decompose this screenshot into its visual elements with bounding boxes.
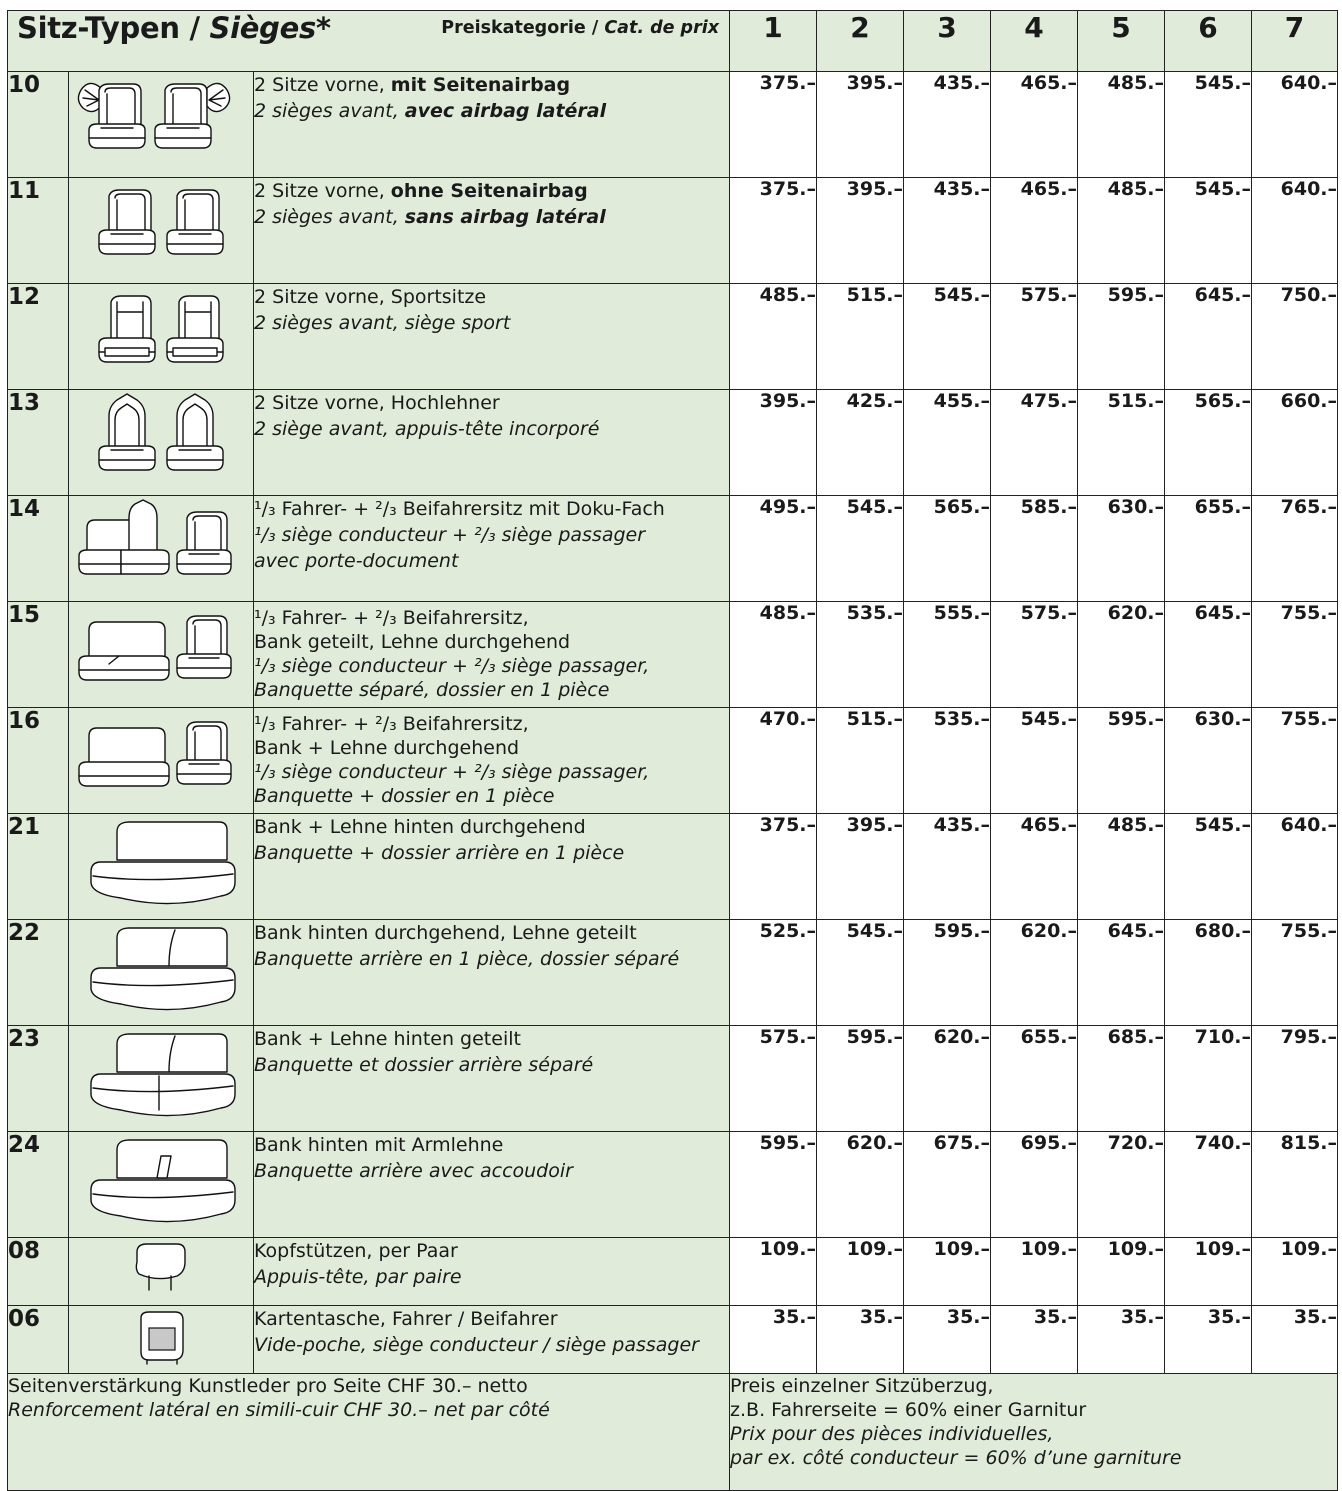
price-cell: 35.– <box>1078 1306 1165 1374</box>
price-cell: 425.– <box>817 390 904 496</box>
description-fr: Banquette + dossier arrière en 1 pièce <box>254 842 625 864</box>
split-bench-with-document-compartment-icon <box>69 496 254 602</box>
seat-type-description <box>254 708 730 814</box>
price-cell: 645.– <box>1078 920 1165 1026</box>
price-cell: 630.– <box>1165 708 1252 814</box>
price-cell: 755.– <box>1252 708 1338 814</box>
price-cell: 545.– <box>1165 814 1252 920</box>
description-de: 2 Sitze vorne, Hochlehner <box>254 392 500 414</box>
description-fr: 2 sièges avant, sans airbag latéral <box>254 206 606 228</box>
price-cell: 495.– <box>730 496 817 602</box>
price-cell: 680.– <box>1165 920 1252 1026</box>
table-row <box>8 72 1338 178</box>
price-cell: 655.– <box>1165 496 1252 602</box>
price-cell: 755.– <box>1252 920 1338 1026</box>
description-de: 2 Sitze vorne, ohne Seitenairbag <box>254 180 588 202</box>
price-cell: 375.– <box>730 72 817 178</box>
seat-type-description <box>254 814 730 920</box>
split-bench-one-piece-backrest-icon <box>69 602 254 708</box>
table-row <box>8 920 1338 1026</box>
price-cell: 595.– <box>817 1026 904 1132</box>
seat-type-description <box>254 1026 730 1132</box>
seat-type-description <box>254 496 730 602</box>
description-fr: Vide-poche, siège conducteur / siège passager <box>254 1334 699 1356</box>
description-fr: Banquette arrière en 1 pièce, dossier séparé <box>254 948 680 970</box>
price-cell: 109.– <box>730 1238 817 1306</box>
seat-type-code: 16 <box>8 708 69 814</box>
price-cell: 545.– <box>817 920 904 1026</box>
description-fr: 2 siège avant, appuis-tête incorporé <box>254 418 600 440</box>
price-cell: 109.– <box>991 1238 1078 1306</box>
category-header: 3 <box>904 11 991 72</box>
price-cell: 35.– <box>1165 1306 1252 1374</box>
price-cell: 585.– <box>991 496 1078 602</box>
price-cell: 395.– <box>817 814 904 920</box>
description-de: ¹/₃ Fahrer- + ²/₃ Beifahrersitz, Bank + Lehne durchgehend <box>254 713 529 759</box>
price-cell: 595.– <box>1078 284 1165 390</box>
price-cell: 620.– <box>904 1026 991 1132</box>
description-de: Kartentasche, Fahrer / Beifahrer <box>254 1308 558 1330</box>
seat-type-code: 24 <box>8 1132 69 1238</box>
price-cell: 555.– <box>904 602 991 708</box>
price-cell: 395.– <box>730 390 817 496</box>
description-de: ¹/₃ Fahrer- + ²/₃ Beifahrersitz mit Doku-Fach <box>254 498 665 520</box>
price-cell: 675.– <box>904 1132 991 1238</box>
table-title: Sitz-Typen / Sièges* <box>17 11 331 45</box>
headrest-icon <box>69 1238 254 1306</box>
table-row <box>8 284 1338 390</box>
price-cell: 465.– <box>991 178 1078 284</box>
price-cell: 515.– <box>817 708 904 814</box>
table-row <box>8 602 1338 708</box>
single-cover-price-note <box>730 1374 1338 1491</box>
note-de-line: z.B. Fahrerseite = 60% einer Garnitur <box>730 1399 1087 1421</box>
seat-type-code: 10 <box>8 72 69 178</box>
high-back-seats-icon <box>69 390 254 496</box>
price-cell: 620.– <box>1078 602 1165 708</box>
price-category-label: Preiskategorie / Cat. de prix <box>441 18 720 38</box>
description-fr: 2 sièges avant, avec airbag latéral <box>254 100 607 122</box>
price-cell: 109.– <box>817 1238 904 1306</box>
description-de: ¹/₃ Fahrer- + ²/₃ Beifahrersitz, Bank geteilt, Lehne durchgehend <box>254 607 571 653</box>
table-row <box>8 496 1338 602</box>
seat-type-code: 15 <box>8 602 69 708</box>
price-cell: 710.– <box>1165 1026 1252 1132</box>
seat-type-description <box>254 920 730 1026</box>
price-cell: 545.– <box>904 284 991 390</box>
price-cell: 565.– <box>904 496 991 602</box>
note-de: Seitenverstärkung Kunstleder pro Seite CHF 30.– netto <box>8 1375 528 1397</box>
rear-bench-split-backrest-icon <box>69 920 254 1026</box>
price-cell: 109.– <box>1078 1238 1165 1306</box>
price-cell: 485.– <box>730 602 817 708</box>
price-cell: 475.– <box>991 390 1078 496</box>
category-header: 7 <box>1252 11 1338 72</box>
price-cell: 455.– <box>904 390 991 496</box>
price-cell: 395.– <box>817 178 904 284</box>
description-de: Bank hinten mit Armlehne <box>254 1134 504 1156</box>
seat-type-description <box>254 1238 730 1306</box>
description-de: Bank hinten durchgehend, Lehne geteilt <box>254 922 637 944</box>
table-header-row <box>8 11 1338 72</box>
seat-type-description <box>254 1132 730 1238</box>
category-header: 1 <box>730 11 817 72</box>
front-seats-without-side-airbag-icon <box>69 178 254 284</box>
description-de: Kopfstützen, per Paar <box>254 1240 458 1262</box>
price-cell: 655.– <box>991 1026 1078 1132</box>
seat-type-description <box>254 390 730 496</box>
description-de: 2 Sitze vorne, mit Seitenairbag <box>254 74 571 96</box>
price-cell: 435.– <box>904 178 991 284</box>
price-cell: 435.– <box>904 72 991 178</box>
sport-seats-icon <box>69 284 254 390</box>
seat-type-code: 21 <box>8 814 69 920</box>
table-row <box>8 814 1338 920</box>
seat-type-code: 12 <box>8 284 69 390</box>
price-cell: 755.– <box>1252 602 1338 708</box>
price-cell: 720.– <box>1078 1132 1165 1238</box>
price-cell: 395.– <box>817 72 904 178</box>
seat-type-code: 14 <box>8 496 69 602</box>
price-cell: 470.– <box>730 708 817 814</box>
price-cell: 575.– <box>991 284 1078 390</box>
price-cell: 645.– <box>1165 284 1252 390</box>
rear-bench-split-icon <box>69 1026 254 1132</box>
price-cell: 620.– <box>991 920 1078 1026</box>
table-row <box>8 390 1338 496</box>
description-fr: ¹/₃ siège conducteur + ²/₃ siège passager, Banquette séparé, dossier en 1 pièce <box>254 655 650 701</box>
price-cell: 695.– <box>991 1132 1078 1238</box>
note-fr-line: par ex. côté conducteur = 60% d’une garniture <box>730 1447 1182 1469</box>
table-footer-row <box>8 1374 1338 1491</box>
seat-cover-price-table <box>7 10 1338 1491</box>
price-cell: 35.– <box>1252 1306 1338 1374</box>
price-cell: 485.– <box>730 284 817 390</box>
seat-type-description <box>254 72 730 178</box>
price-cell: 35.– <box>904 1306 991 1374</box>
price-cell: 109.– <box>1165 1238 1252 1306</box>
description-fr: Appuis-tête, par paire <box>254 1266 462 1288</box>
seat-type-code: 13 <box>8 390 69 496</box>
seat-type-code: 23 <box>8 1026 69 1132</box>
price-cell: 515.– <box>817 284 904 390</box>
price-cell: 595.– <box>904 920 991 1026</box>
note-fr: Renforcement latéral en simili-cuir CHF 30.– net par côté <box>8 1399 550 1421</box>
seat-type-code: 08 <box>8 1238 69 1306</box>
price-cell: 660.– <box>1252 390 1338 496</box>
seat-type-description <box>254 178 730 284</box>
category-header: 2 <box>817 11 904 72</box>
description-de: 2 Sitze vorne, Sportsitze <box>254 286 487 308</box>
description-de: Bank + Lehne hinten durchgehend <box>254 816 586 838</box>
table-row <box>8 178 1338 284</box>
price-cell: 35.– <box>730 1306 817 1374</box>
price-cell: 525.– <box>730 920 817 1026</box>
table-row <box>8 1026 1338 1132</box>
price-cell: 640.– <box>1252 178 1338 284</box>
description-fr: ¹/₃ siège conducteur + ²/₃ siège passager, Banquette + dossier en 1 pièce <box>254 761 650 807</box>
price-cell: 565.– <box>1165 390 1252 496</box>
price-cell: 740.– <box>1165 1132 1252 1238</box>
one-piece-bench-and-seat-icon <box>69 708 254 814</box>
price-cell: 575.– <box>991 602 1078 708</box>
table-row <box>8 1306 1338 1374</box>
price-cell: 375.– <box>730 178 817 284</box>
price-cell: 595.– <box>730 1132 817 1238</box>
note-de-line: Preis einzelner Sitzüberzug, <box>730 1375 994 1397</box>
price-cell: 630.– <box>1078 496 1165 602</box>
price-cell: 620.– <box>817 1132 904 1238</box>
price-cell: 815.– <box>1252 1132 1338 1238</box>
price-cell: 595.– <box>1078 708 1165 814</box>
seat-type-code: 06 <box>8 1306 69 1374</box>
table-title-cell <box>8 11 730 72</box>
rear-bench-one-piece-icon <box>69 814 254 920</box>
price-cell: 685.– <box>1078 1026 1165 1132</box>
price-cell: 545.– <box>991 708 1078 814</box>
price-cell: 35.– <box>817 1306 904 1374</box>
description-fr: 2 sièges avant, siège sport <box>254 312 511 334</box>
price-cell: 640.– <box>1252 72 1338 178</box>
category-header: 6 <box>1165 11 1252 72</box>
seat-type-code: 11 <box>8 178 69 284</box>
price-cell: 109.– <box>1252 1238 1338 1306</box>
seat-type-description <box>254 284 730 390</box>
price-cell: 375.– <box>730 814 817 920</box>
price-cell: 750.– <box>1252 284 1338 390</box>
price-cell: 765.– <box>1252 496 1338 602</box>
description-fr: ¹/₃ siège conducteur + ²/₃ siège passager avec porte-document <box>254 524 646 572</box>
price-cell: 435.– <box>904 814 991 920</box>
price-cell: 640.– <box>1252 814 1338 920</box>
price-cell: 109.– <box>904 1238 991 1306</box>
price-cell: 515.– <box>1078 390 1165 496</box>
price-cell: 485.– <box>1078 72 1165 178</box>
price-cell: 545.– <box>817 496 904 602</box>
price-cell: 485.– <box>1078 178 1165 284</box>
price-cell: 465.– <box>991 72 1078 178</box>
price-cell: 795.– <box>1252 1026 1338 1132</box>
price-cell: 545.– <box>1165 72 1252 178</box>
side-reinforcement-note <box>8 1374 730 1491</box>
price-cell: 575.– <box>730 1026 817 1132</box>
price-cell: 35.– <box>991 1306 1078 1374</box>
seat-back-map-pocket-icon <box>69 1306 254 1374</box>
price-cell: 485.– <box>1078 814 1165 920</box>
description-fr: Banquette et dossier arrière séparé <box>254 1054 594 1076</box>
category-header: 4 <box>991 11 1078 72</box>
price-cell: 545.– <box>1165 178 1252 284</box>
price-cell: 535.– <box>817 602 904 708</box>
category-header: 5 <box>1078 11 1165 72</box>
note-fr-line: Prix pour des pièces individuelles, <box>730 1423 1054 1445</box>
description-de: Bank + Lehne hinten geteilt <box>254 1028 521 1050</box>
seat-type-description <box>254 1306 730 1374</box>
front-seats-with-side-airbag-icon <box>69 72 254 178</box>
table-row <box>8 1238 1338 1306</box>
price-cell: 465.– <box>991 814 1078 920</box>
description-fr: Banquette arrière avec accoudoir <box>254 1160 573 1182</box>
table-row <box>8 1132 1338 1238</box>
rear-bench-armrest-icon <box>69 1132 254 1238</box>
seat-type-description <box>254 602 730 708</box>
table-row <box>8 708 1338 814</box>
seat-type-code: 22 <box>8 920 69 1026</box>
price-cell: 535.– <box>904 708 991 814</box>
price-cell: 645.– <box>1165 602 1252 708</box>
